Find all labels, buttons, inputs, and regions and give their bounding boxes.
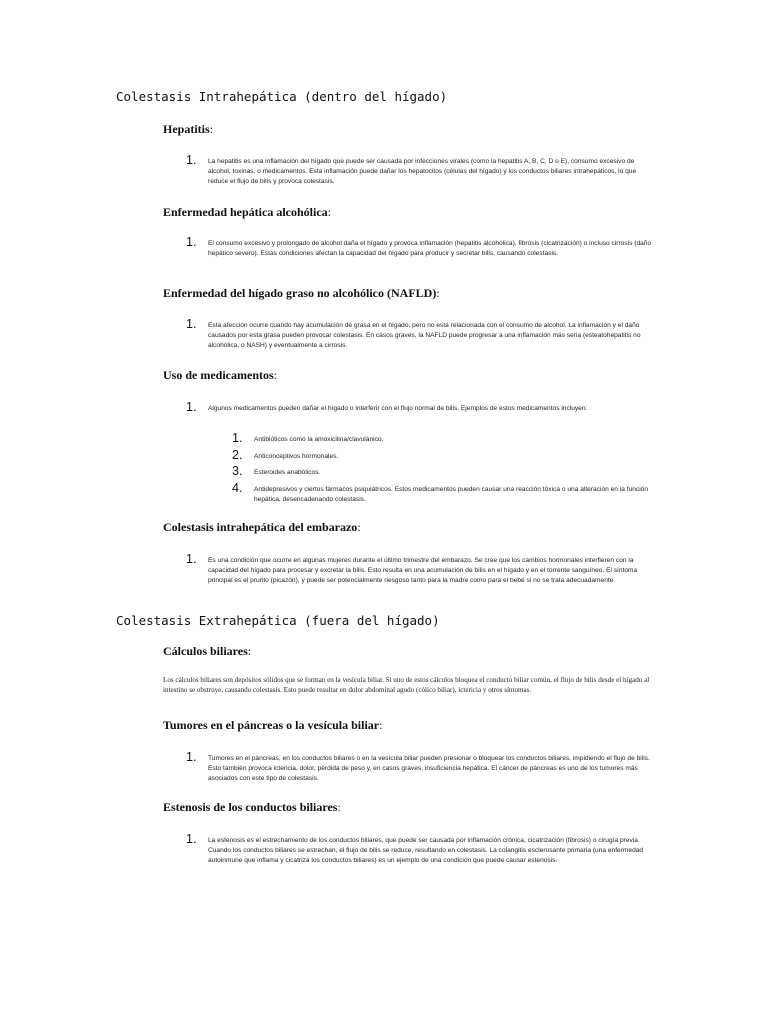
list-number: 3. — [232, 464, 243, 478]
heading-colon: : — [327, 205, 331, 219]
sublist-item — [232, 448, 652, 462]
heading-text: Colestasis intrahepática del embarazo — [163, 520, 358, 534]
list-item-text: Antidepresivos y ciertos fármacos psiquiátricos. Estos medicamentos pueden causar una reacción tóxica o una alteración en la función hepática, desencadenando colestasis. — [254, 486, 649, 504]
heading-colon: : — [379, 718, 383, 732]
list-item — [186, 400, 656, 414]
list-number: 2. — [232, 448, 243, 462]
list-item-text: Esta afección ocurre cuando hay acumulación de grasa en el hígado, pero no está relacionada con el consumo de alcohol. La inflamación y el daño causados por esta grasa pueden provocar colestasis. En casos graves, la NAFLD puede progresar a una inflamación más seria (esteatohepatitis no alcohólica, o NASH) y eventualmente a cirrosis. — [208, 322, 641, 350]
subsection-heading — [163, 368, 277, 383]
list-number: 1. — [232, 431, 243, 445]
list-item — [186, 552, 656, 587]
heading-text: Enfermedad del hígado graso no alcohólico (NAFLD) — [163, 286, 437, 300]
list-item-text: Anticonceptivos hormonales. — [254, 453, 339, 460]
heading-colon: : — [357, 520, 361, 534]
sublist-item — [232, 464, 652, 478]
subsection-heading — [163, 122, 213, 137]
heading-text: Cálculos biliares — [163, 644, 248, 658]
subsection-heading — [163, 644, 251, 659]
list-item — [186, 153, 656, 188]
heading-text: Enfermedad hepática alcohólica — [163, 205, 328, 219]
list-item — [186, 235, 656, 259]
paragraph: Los cálculos biliares son depósitos sólidos que se forman en la vesícula biliar. Si uno de estos cálculos bloquea el conducto biliar común, el flujo de bilis desde el hígado al intestino se obstruye, causando colestasis. Esto puede resultar en dolor abdominal agudo (cólico biliar), ictericia y otros síntomas. — [163, 676, 650, 694]
list-item-text: Algunos medicamentos pueden dañar el hígado o interferir con el flujo normal de bilis. Ejemplos de estos medicamentos incluyen: — [208, 405, 588, 412]
heading-text: Estenosis de los conductos biliares — [163, 800, 338, 814]
list-item — [186, 317, 656, 352]
list-number: 1. — [186, 832, 197, 846]
subsection-heading — [163, 800, 341, 815]
heading-colon: : — [273, 368, 277, 382]
list-item-text: La estenosis es el estrechamiento de los conductos biliares, que puede ser causada por inflamación crónica, cicatrización (fibrosis) o cirugía previa. Cuando los conductos biliares se estrechan, el flujo de bilis se reduce, resultando en colestasis. La colangitis esclerosante primaria (una enfermedad autoinmune que inflama y cicatriza los conductos biliares) es un ejemplo de una condición que puede causar estenosis. — [208, 837, 644, 865]
list-number: 1. — [186, 400, 197, 414]
list-item-text: El consumo excesivo y prolongado de alcohol daña el hígado y provoca inflamación (hepatitis alcohólica), fibrosis (cicatrización) o incluso cirrosis (daño hepático severo). Estas condiciones afectan la capacidad del hígado para producir y secretar bilis, causando colestasis. — [208, 240, 652, 258]
list-item-text: Es una condición que ocurre en algunas mujeres durante el último trimestre del embarazo. Se cree que los cambios hormonales interfieren con la capacidad del hígado para procesar y excretar la bilis. Esto resulta en una acumulación de bilis en el hígado y en el torrente sanguíneo. El síntoma principal es el prurito (picazón), y puede ser potencialmente riesgoso tanto para la madre como para el bebé si no se trata adecuadamente. — [208, 557, 638, 585]
heading-colon: : — [209, 122, 214, 136]
heading-colon: : — [337, 800, 341, 814]
list-item — [186, 832, 656, 867]
list-item-text: Antibióticos como la amoxicilina/clavulánico. — [254, 436, 384, 443]
subsection-heading — [163, 205, 331, 220]
heading-text: Uso de medicamentos — [163, 368, 274, 382]
list-item-text: Esteroides anabólicos. — [254, 469, 321, 476]
section-title-extrahepatic: Colestasis Extrahepática (fuera del hígado) — [116, 613, 440, 628]
section-title-intrahepatic: Colestasis Intrahepática (dentro del hígado) — [116, 89, 448, 104]
sublist-item — [232, 431, 652, 445]
list-number: 1. — [186, 552, 197, 566]
list-item-text: Tumores en el páncreas, en los conductos biliares o en la vesícula biliar pueden presionar o bloquear los conductos biliares, impidiendo el flujo de bilis. Esto también provoca ictericia, dolor, pérdida de peso y, en casos graves, insuficiencia hepática. El cáncer de páncreas es uno de los tumores más asociados con este tipo de colestasis. — [208, 755, 650, 783]
subsection-heading — [163, 718, 382, 733]
list-number: 1. — [186, 153, 197, 167]
list-item — [186, 750, 656, 785]
list-number: 1. — [186, 750, 197, 764]
heading-text: Hepatitis — [163, 122, 210, 136]
list-number: 4. — [232, 481, 243, 495]
heading-text: Tumores en el páncreas o la vesícula biliar — [163, 718, 380, 732]
heading-colon: : — [247, 644, 252, 658]
subsection-heading — [163, 520, 361, 535]
list-item-text: La hepatitis es una inflamación del hígado que puede ser causada por infecciones virales (como la hepatitis A, B, C, D o E), consumo excesivo de alcohol, toxinas, o medicamentos. Esta inflamación puede dañar los hepatocitos (células del hígado) y los conductos biliares intrahepáticos, lo que reduce el flujo de bilis y provoca colestasis. — [208, 158, 637, 186]
list-number: 1. — [186, 235, 197, 249]
sublist-item — [232, 481, 652, 505]
subsection-heading — [163, 286, 440, 301]
list-number: 1. — [186, 317, 197, 331]
heading-colon: : — [436, 286, 440, 300]
